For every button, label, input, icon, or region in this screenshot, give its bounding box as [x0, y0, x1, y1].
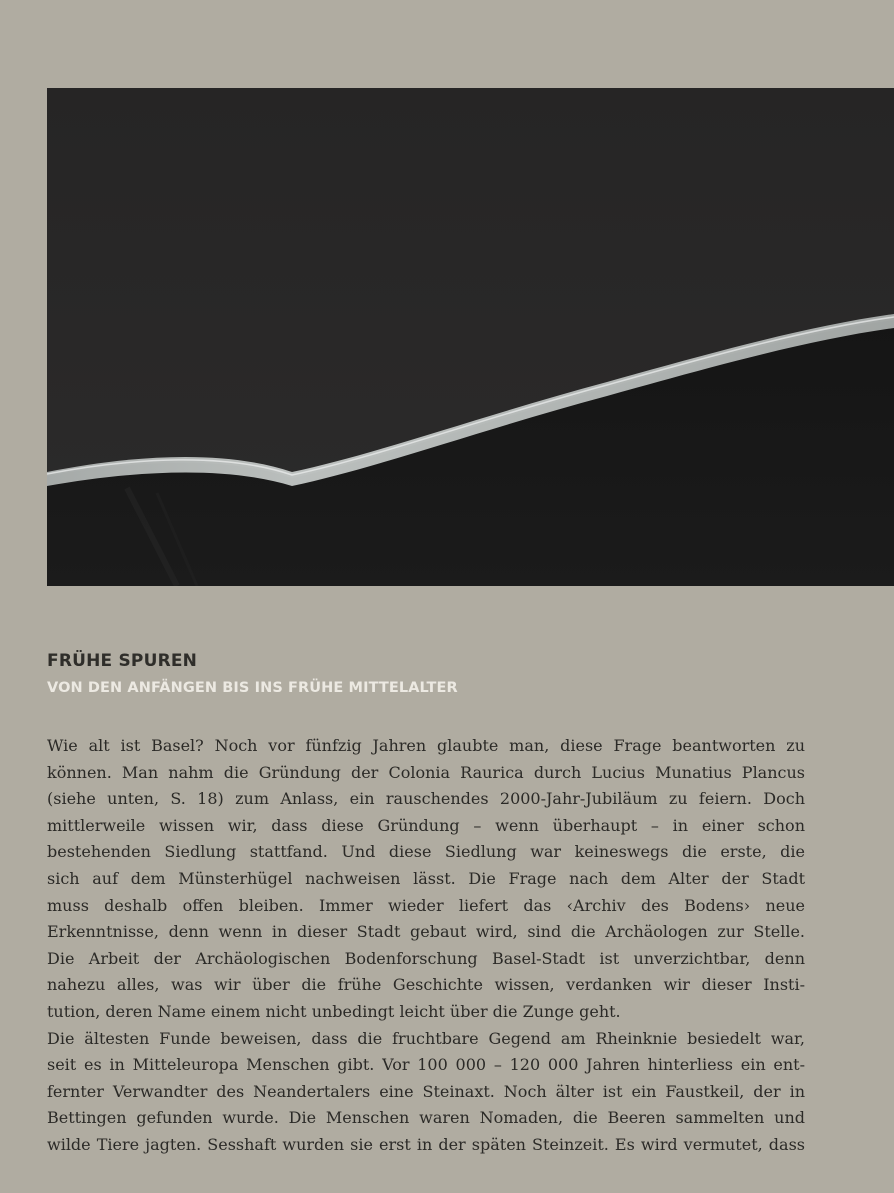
text-line: fernter Verwandter des Neandertalers eine Steinaxt. Noch älter ist ein Faustkeil, der in: [47, 1081, 805, 1101]
hillside-silhouette-image: [47, 88, 894, 586]
paragraph-1: [47, 733, 805, 1026]
text-line: muss deshalb offen bleiben. Immer wieder liefert das ‹Archiv des Bodens› neue: [47, 895, 805, 915]
text-line-last: tution, deren Name einem nicht unbedingt leicht über die Zunge geht.: [47, 1001, 621, 1021]
section-subtitle: VON DEN ANFÄNGEN BIS INS FRÜHE MITTELALTER: [47, 680, 458, 696]
text-line: seit es in Mitteleuropa Menschen gibt. Vor 100 000 – 120 000 Jahren hinterliess ein ent-: [47, 1055, 805, 1075]
body-text: [47, 733, 805, 1159]
text-line: bestehenden Siedlung stattfand. Und diese Siedlung war keineswegs die erste, die: [47, 842, 805, 862]
text-line: Erkenntnisse, denn wenn in dieser Stadt gebaut wird, sind die Archäologen zur Stelle.: [47, 922, 805, 942]
hero-photo: [47, 88, 894, 586]
text-line: sich auf dem Münsterhügel nachweisen lässt. Die Frage nach dem Alter der Stadt: [47, 868, 805, 888]
text-line: wilde Tiere jagten. Sesshaft wurden sie erst in der späten Steinzeit. Es wird vermutet, dass: [47, 1134, 805, 1154]
text-line: Bettingen gefunden wurde. Die Menschen waren Nomaden, die Beeren sammelten und: [47, 1108, 805, 1128]
text-line: nahezu alles, was wir über die frühe Geschichte wissen, verdanken wir dieser Insti-: [47, 975, 805, 995]
text-line: (siehe unten, S. 18) zum Anlass, ein rauschendes 2000-Jahr-Jubiläum zu feiern. Doch: [47, 789, 805, 809]
text-line: können. Man nahm die Gründung der Colonia Raurica durch Lucius Munatius Plancus: [47, 762, 805, 782]
text-line: Die Arbeit der Archäologischen Bodenforschung Basel-Stadt ist unverzichtbar, denn: [47, 948, 805, 968]
section-title: FRÜHE SPUREN: [47, 651, 198, 671]
text-line: mittlerweile wissen wir, dass diese Gründung – wenn überhaupt – in einer schon: [47, 815, 805, 835]
text-line: Wie alt ist Basel? Noch vor fünfzig Jahren glaubte man, diese Frage beantworten zu: [47, 736, 805, 755]
text-line: Die ältesten Funde beweisen, dass die fruchtbare Gegend am Rheinknie besiedelt war,: [47, 1028, 805, 1048]
paragraph-2: [47, 1026, 805, 1159]
